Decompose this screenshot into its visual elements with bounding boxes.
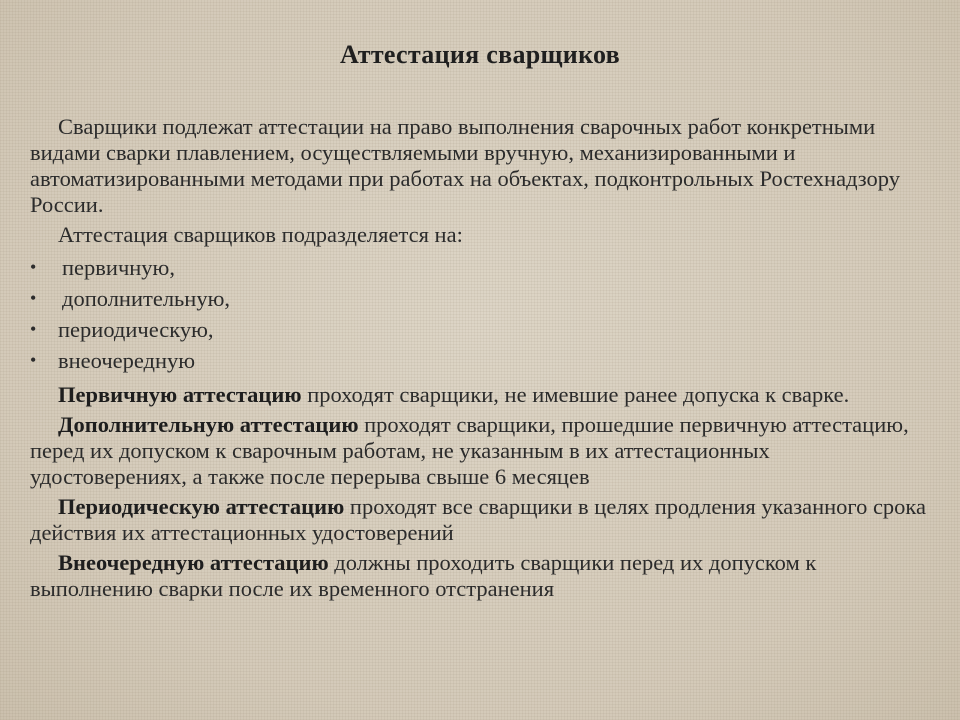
list-item — [30, 314, 930, 345]
definition-term: Первичную аттестацию — [58, 382, 302, 407]
list-item — [30, 283, 930, 314]
definition-term: Внеочередную аттестацию — [58, 550, 329, 575]
list-item — [30, 345, 930, 376]
definition-term: Периодическую аттестацию — [58, 494, 345, 519]
definition-additional — [30, 412, 930, 490]
list-item-label: внеочередную — [58, 348, 196, 373]
definition-term: Дополнительную аттестацию — [58, 412, 359, 437]
definition-text: проходят сварщики, не имевшие ранее допуска к сварке. — [301, 382, 850, 407]
definition-text: проходят сварщики, прошедшие первичную аттестацию, перед их допуском к сварочным работам, не указанным в их аттестационных удостоверениях, а также после перерыва свыше 6 месяцев — [30, 412, 909, 489]
slide-title: Аттестация сварщиков — [339, 40, 621, 69]
definition-extraordinary — [30, 550, 930, 602]
list-item-label: периодическую, — [58, 317, 214, 342]
definition-periodic — [30, 494, 930, 546]
subdivision-paragraph: Аттестация сварщиков подразделяется на: — [58, 222, 463, 247]
list-item-label: первичную, — [62, 255, 175, 280]
definition-text: должны проходить сварщики перед их допуском к выполнению сварки после их временного отстранения — [30, 550, 817, 601]
list-item — [30, 252, 930, 283]
bullet-icon: • — [30, 257, 37, 277]
definition-text: проходят все сварщики в целях продления указанного срока действия их аттестационных удостоверений — [30, 494, 927, 545]
slide-body — [30, 114, 930, 606]
bullet-icon: • — [30, 319, 37, 339]
intro-paragraph: Сварщики подлежат аттестации на право выполнения сварочных работ конкретными видами сварки плавлением, осуществляемыми вручную, механизированными и автоматизированными методами при работах на объектах, подконтрольных Ростехнадзору России. — [30, 114, 901, 217]
bullet-icon: • — [30, 288, 37, 308]
bullet-icon: • — [30, 350, 37, 370]
list-item-label: дополнительную, — [62, 286, 231, 311]
definition-primary — [30, 382, 930, 408]
attestation-types-list — [30, 252, 930, 376]
